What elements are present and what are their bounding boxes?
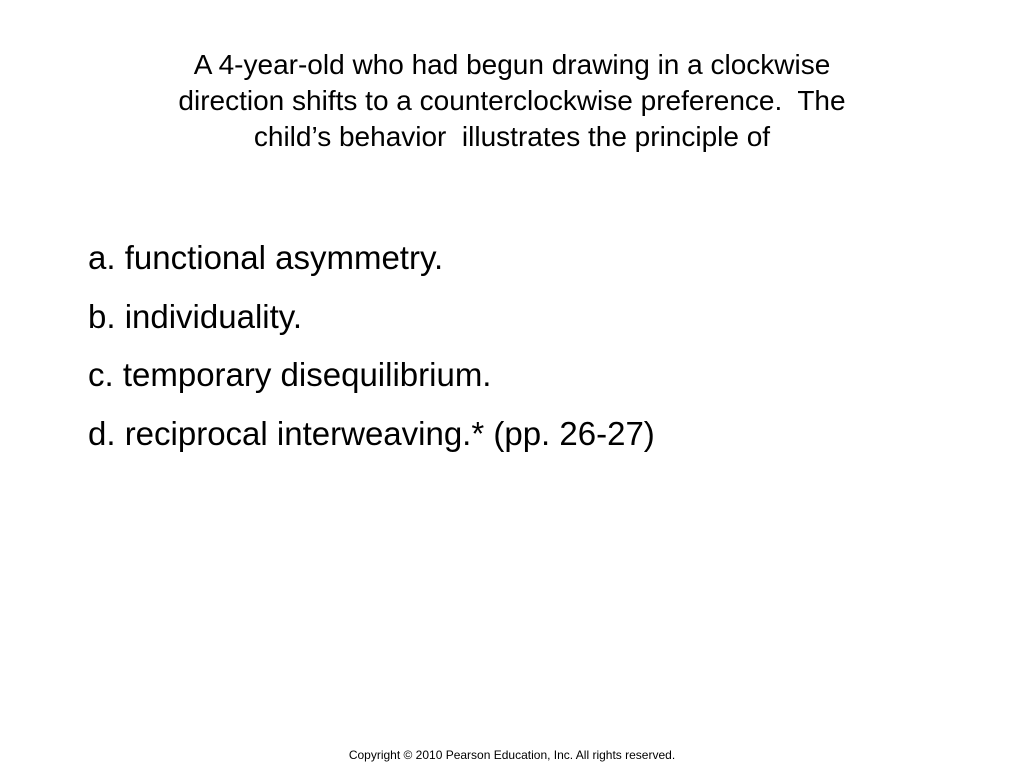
question-line-1: A 4-year-old who had begun drawing in a clockwise <box>193 49 831 80</box>
question-line-2: direction shifts to a counterclockwise preference. The <box>178 85 846 116</box>
answer-option-d: d. reciprocal interweaving.* (pp. 26-27) <box>88 414 655 452</box>
copyright-footer: Copyright © 2010 Pearson Education, Inc. All rights reserved. <box>348 748 676 762</box>
answer-option-c: c. temporary disequilibrium. <box>88 356 492 393</box>
answer-list <box>88 229 968 463</box>
question-line-3: child’s behavior illustrates the principle of <box>253 121 771 152</box>
answer-option-b: b. individuality. <box>88 297 303 335</box>
question-text <box>80 47 944 155</box>
answer-option-a: a. functional asymmetry. <box>88 239 444 276</box>
